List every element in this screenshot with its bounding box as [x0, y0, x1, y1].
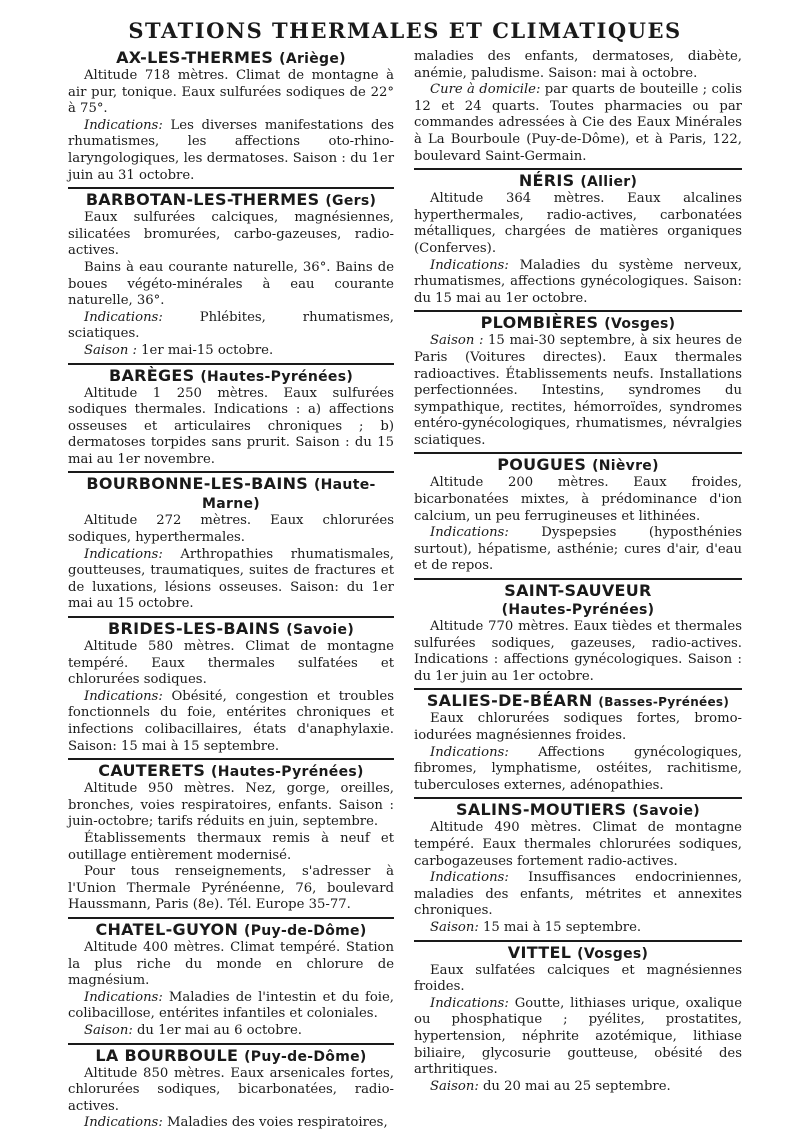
station-paragraph	[68, 343, 394, 360]
paragraph-text: Eaux sulfatées calciques et magnésiennes froides.	[414, 962, 742, 995]
station-region: (Hautes-Pyrénées)	[200, 368, 354, 385]
station-region: (Puy-de-Dôme)	[244, 1048, 367, 1065]
station-name: BARÈGES	[108, 365, 195, 385]
paragraph-label: Saison :	[430, 333, 484, 349]
entry-divider	[68, 363, 394, 365]
entry-divider	[68, 1043, 394, 1045]
station-title	[68, 191, 394, 210]
station-paragraph	[68, 260, 394, 310]
paragraph-label: Saison:	[430, 1078, 479, 1094]
station-name: CHATEL-GUYON	[95, 919, 239, 939]
paragraph-text: Altitude 272 mètres. Eaux chlorurées sodiques, hyperthermales.	[68, 513, 394, 546]
paragraph-label: Indications:	[430, 870, 509, 886]
station-paragraph	[68, 1115, 394, 1132]
station-region: (Hautes-Pyrénées)	[501, 602, 655, 619]
station-paragraph	[68, 864, 394, 914]
station-paragraph	[414, 475, 742, 525]
station-title	[414, 456, 742, 475]
station-paragraph	[414, 49, 742, 82]
paragraph-label: Indications:	[84, 117, 163, 133]
paragraph-label: Indications:	[84, 688, 163, 704]
station-name: VITTEL	[507, 942, 572, 962]
paragraph-text: 15 mai-30 septembre, à six heures de Paris (Voitures directes). Eaux thermales radioactives. Établissements neufs. Installations perfectionnées. Intestins, syndromes du sympathique, rectites, hémorroïdes, syndromes entéro-gynécologiques, rhumatismes, névralgies sciatiques.	[414, 333, 743, 448]
station-paragraph	[414, 745, 742, 795]
paragraph-text: du 1er mai au 6 octobre.	[132, 1022, 302, 1038]
station-title	[68, 921, 394, 940]
station-region: (Haute-Marne)	[202, 477, 376, 513]
paragraph-text: Altitude 200 mètres. Eaux froides, bicarbonatées mixtes, à prédominance d'ion calcium, un peu ferrugineuses et lithinées.	[414, 475, 742, 524]
station-title	[68, 620, 394, 639]
station-region: (Savoie)	[286, 622, 355, 639]
station-paragraph	[68, 547, 394, 613]
paragraph-text: Altitude 400 mètres. Climat tempéré. Station la plus riche du monde en chlorure de magnésium.	[68, 939, 394, 989]
paragraph-text: Altitude 718 mètres. Climat de montagne à air pur, tonique. Eaux sulfurées sodiques de 22° à 75°.	[68, 68, 394, 117]
station-title	[414, 172, 742, 191]
station-paragraph	[68, 689, 394, 755]
entry-divider	[414, 578, 742, 580]
station-title	[414, 692, 742, 711]
paragraph-text: 1er mai-15 octobre.	[136, 342, 274, 358]
station-entry	[68, 1043, 394, 1132]
station-entry	[68, 758, 394, 914]
paragraph-label: Saison:	[430, 919, 479, 935]
station-paragraph	[68, 210, 394, 260]
left-column	[68, 49, 394, 1132]
station-title	[68, 49, 394, 68]
paragraph-text: 15 mai à 15 septembre.	[478, 919, 642, 935]
station-entry	[68, 917, 394, 1040]
station-region: (Allier)	[580, 174, 638, 191]
station-name: BARBOTAN-LES-THERMES	[85, 190, 320, 210]
station-region: (Ariège)	[279, 51, 346, 67]
station-title	[68, 475, 394, 513]
paragraph-text: Goutte, lithiases urique, oxalique ou phosphatique ; pyélites, prostatites, hypertension, néphrite azotémique, lithiase biliaire, glycosurie goutteuse, obésité des arthritiques.	[414, 995, 742, 1078]
station-region: (Puy-de-Dôme)	[244, 922, 367, 939]
station-paragraph	[68, 1066, 394, 1116]
station-name: BRIDES-LES-BAINS	[107, 619, 281, 639]
station-name: LA BOURBOULE	[95, 1045, 239, 1065]
station-entry	[414, 49, 742, 165]
station-paragraph	[68, 68, 394, 118]
station-entry	[414, 310, 742, 449]
station-entry	[414, 452, 742, 575]
station-name: CAUTERETS	[98, 761, 206, 781]
station-paragraph	[68, 310, 394, 343]
paragraph-text: Obésité, congestion et troubles fonctionnels du foie, entérites chroniques et infections colibacillaires, états d'anaphylaxie. Saison: 15 mai à 15 septembre.	[68, 688, 394, 754]
station-entry	[414, 797, 742, 936]
paragraph-text: Maladies de l'intestin et du foie, colibacillose, entérites infantiles et coloniales.	[68, 989, 394, 1022]
columns	[68, 49, 742, 1132]
paragraph-text: Eaux chlorurées sodiques fortes, bromo-iodurées magnésiennes froides.	[414, 711, 742, 743]
station-paragraph	[414, 525, 742, 575]
station-paragraph	[414, 820, 742, 870]
paragraph-label: Indications:	[84, 546, 163, 562]
station-paragraph	[414, 258, 742, 308]
entry-divider	[68, 758, 394, 760]
paragraph-text: Eaux sulfurées calciques, magnésiennes, silicatées bromurées, carbo-gazeuses, radio-actives.	[68, 210, 394, 259]
station-entry	[68, 49, 394, 184]
station-paragraph	[68, 940, 394, 990]
paragraph-label: Cure à domicile:	[430, 82, 541, 98]
page-title: STATIONS THERMALES ET CLIMATIQUES	[128, 18, 682, 43]
station-region: (Vosges)	[604, 316, 676, 333]
paragraph-text: Maladies du système nerveux, rhumatismes, affections gynécologiques. Saison: du 15 mai au 1er octobre.	[414, 257, 742, 306]
entry-divider	[68, 471, 394, 473]
station-name: SALINS-MOUTIERS	[456, 800, 627, 820]
paragraph-label: Indications:	[430, 525, 509, 541]
station-paragraph	[414, 996, 742, 1079]
entry-divider	[414, 452, 742, 454]
paragraph-label: Indications:	[84, 1115, 163, 1131]
station-paragraph	[68, 1023, 394, 1040]
station-paragraph	[414, 963, 742, 996]
paragraph-label: Indications:	[84, 309, 163, 325]
paragraph-text: Arthropathies rhumatismales, goutteuses, traumatiques, suites de fractures et de luxations, lésions osseuses. Saison: du 1er mai au 15 octobre.	[68, 546, 394, 612]
paragraph-label: Saison:	[84, 1022, 133, 1038]
paragraph-text: Altitude 850 mètres. Eaux arsenicales fortes, chlorurées sodiques, bicarbonatées, radio-actives.	[68, 1065, 394, 1114]
paragraph-text: Pour tous renseignements, s'adresser à l'Union Thermale Pyrénéenne, 76, boulevard Haussmann, Paris (8e). Tél. Europe 35-77.	[68, 864, 394, 913]
entry-divider	[414, 688, 742, 690]
entry-divider	[414, 797, 742, 799]
paragraph-text: Insuffisances endocriniennes, maladies des enfants, métrites et annexites chroniques.	[414, 870, 742, 919]
paragraph-label: Indications:	[430, 257, 509, 273]
station-name: PLOMBIÈRES	[480, 313, 599, 333]
station-title	[68, 367, 394, 386]
station-title	[414, 944, 742, 963]
right-column	[414, 49, 742, 1132]
entry-divider	[68, 187, 394, 189]
station-paragraph	[414, 619, 742, 685]
station-entry	[68, 616, 394, 755]
station-entry	[68, 187, 394, 359]
station-paragraph	[68, 386, 394, 469]
station-paragraph	[414, 82, 742, 165]
station-paragraph	[414, 1079, 742, 1096]
station-name: SALIES-DE-BÉARN	[426, 691, 593, 711]
paragraph-label: Indications:	[84, 989, 163, 1005]
paragraph-label: Indications:	[430, 744, 509, 760]
station-region: (Hautes-Pyrénées)	[211, 764, 364, 781]
entry-divider	[68, 616, 394, 618]
entry-divider	[414, 940, 742, 942]
paragraph-text: Altitude 490 mètres. Climat de montagne tempéré. Eaux thermales chlorurées sodiques, carbogazeuses fortement radio-actives.	[414, 820, 742, 869]
station-paragraph	[414, 333, 742, 449]
paragraph-text: Maladies des voies respiratoires,	[162, 1115, 388, 1131]
entry-divider	[414, 310, 742, 312]
entry-divider	[414, 168, 742, 170]
station-name: BOURBONNE-LES-BAINS	[86, 474, 309, 494]
station-paragraph	[68, 990, 394, 1023]
station-region: (Gers)	[325, 193, 377, 210]
station-entry	[414, 940, 742, 1096]
station-name: AX-LES-THERMES	[116, 48, 274, 67]
paragraph-text: Les diverses manifestations des rhumatismes, les affections oto-rhino-laryngologiques, les dermatoses. Saison : du 1er juin au 31 octobre.	[68, 117, 394, 183]
station-paragraph	[68, 513, 394, 546]
station-title	[414, 314, 742, 333]
station-paragraph	[414, 711, 742, 744]
paragraph-text: Bains à eau courante naturelle, 36°. Bains de boues végéto-minérales à eau courante naturelle, 36°.	[68, 259, 394, 309]
station-title	[68, 1047, 394, 1066]
station-name: SAINT-SAUVEUR	[504, 581, 652, 601]
station-paragraph	[68, 639, 394, 689]
station-title	[414, 582, 742, 619]
station-paragraph	[68, 831, 394, 864]
station-region: (Basses-Pyrénées)	[598, 695, 730, 710]
paragraph-text: du 20 mai au 25 septembre.	[478, 1078, 671, 1094]
station-region: (Savoie)	[632, 803, 700, 820]
paragraph-text: Établissements thermaux remis à neuf et outillage entièrement modernisé.	[68, 830, 394, 863]
station-name: POUGUES	[497, 455, 587, 475]
paragraph-label: Saison :	[84, 342, 137, 358]
paragraph-text: Dyspepsies (hyposthénies surtout), hépatisme, asthénie; cures d'air, d'eau et de repos.	[414, 525, 742, 574]
paragraph-text: par quarts de bouteille ; colis 12 et 24 quarts. Toutes pharmacies ou par commandes adressées à Cie des Eaux Minérales à La Bourboule (Puy-de-Dôme), et à Paris, 122, boulevard Saint-Germain.	[414, 82, 742, 164]
station-entry	[68, 363, 394, 469]
station-title	[68, 762, 394, 781]
station-entry	[414, 578, 742, 685]
station-name: NÉRIS	[518, 171, 575, 191]
paragraph-text: Altitude 950 mètres. Nez, gorge, oreilles, bronches, voies respiratoires, enfants. Saison : juin-octobre; tarifs réduits en juin, septembre.	[68, 781, 394, 830]
station-region: (Vosges)	[577, 945, 649, 962]
paragraph-text: Altitude 1 250 mètres. Eaux sulfurées sodiques thermales. Indications : a) affections osseuses et articulaires chroniques ; b) dermatoses torpides sans prurit. Saison : du 15 mai au 1er novembre.	[68, 385, 394, 467]
station-paragraph	[414, 870, 742, 920]
paragraph-text: Altitude 580 mètres. Climat de montagne tempéré. Eaux thermales sulfatées et chlorurées sodiques.	[68, 639, 394, 688]
paragraph-text: Affections gynécologiques, fibromes, lymphatisme, ostéites, rachitisme, tuberculoses externes, adénopathies.	[414, 744, 742, 793]
paragraph-text: Phlébites, rhumatismes, sciatiques.	[68, 309, 394, 342]
paragraph-label: Indications:	[430, 995, 509, 1011]
station-entry	[414, 168, 742, 307]
entry-divider	[68, 917, 394, 919]
station-paragraph	[414, 191, 742, 257]
station-title	[414, 801, 742, 820]
station-entry	[68, 471, 394, 613]
paragraph-text: maladies des enfants, dermatoses, diabète, anémie, paludisme. Saison: mai à octobre.	[414, 49, 742, 81]
station-paragraph	[68, 118, 394, 184]
paragraph-text: Altitude 364 mètres. Eaux alcalines hyperthermales, radio-actives, carbonatées métalliques, chargées de matières organiques (Conferves).	[414, 191, 742, 256]
paragraph-text: Altitude 770 mètres. Eaux tièdes et thermales sulfurées sodiques, gazeuses, radio-actives. Indications : affections gynécologiques. Saison : du 1er juin au 1er octobre.	[414, 619, 742, 684]
station-region: (Nièvre)	[592, 458, 659, 475]
station-paragraph	[414, 920, 742, 937]
station-paragraph	[68, 781, 394, 831]
station-entry	[414, 688, 742, 794]
